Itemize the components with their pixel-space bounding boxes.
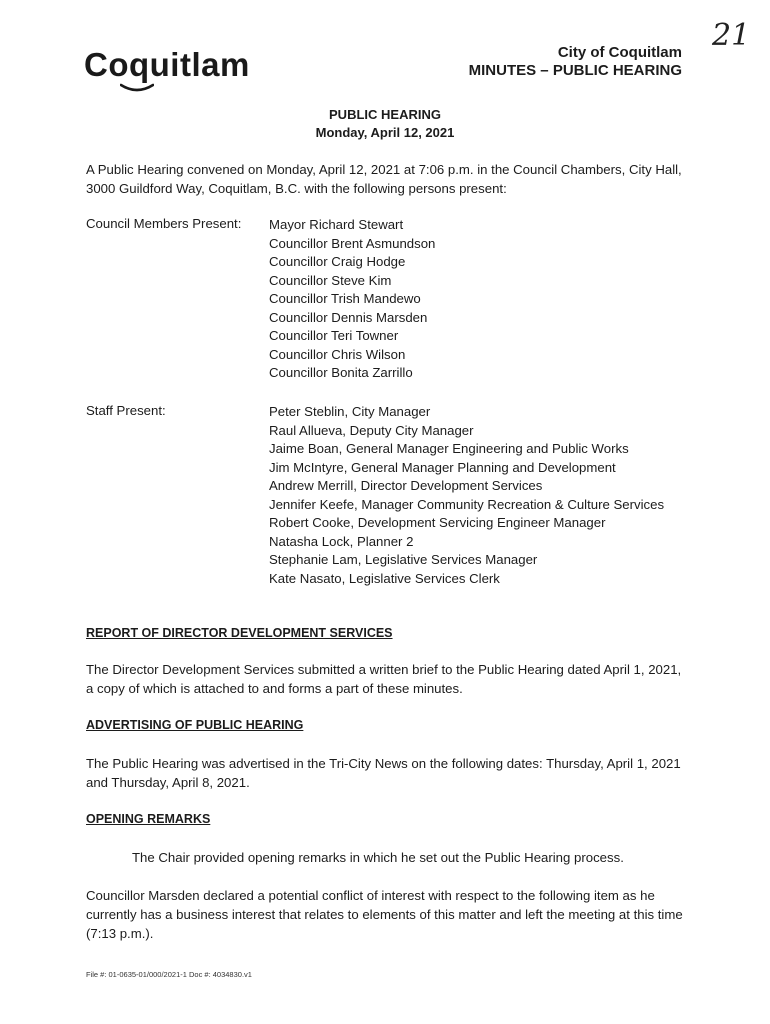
list-item: Councillor Craig Hodge <box>269 254 406 269</box>
list-item: Natasha Lock, Planner 2 <box>269 533 414 549</box>
council-list <box>269 216 435 383</box>
staff-label: Staff Present: <box>86 403 166 418</box>
intro-paragraph: A Public Hearing convened on Monday, April 12, 2021 at 7:06 p.m. in the Council Chambers, City Hall, 3000 Guildford Way, Coquitlam, B.C. with the following persons present: <box>86 162 682 196</box>
document-header <box>469 44 682 80</box>
list-item: Robert Cooke, Development Servicing Engineer Manager <box>269 515 606 530</box>
list-item: Councillor Brent Asmundson <box>269 235 436 251</box>
list-item: Councillor Teri Towner <box>269 328 399 343</box>
list-item: Peter Steblin, City Manager <box>269 404 431 419</box>
list-item: Councillor Trish Mandewo <box>269 291 421 306</box>
file-reference: File #: 01-0635-01/000/2021-1 Doc #: 4034830.v1 <box>86 970 252 979</box>
council-label: Council Members Present: <box>86 216 242 231</box>
list-item: Kate Nasato, Legislative Services Clerk <box>269 570 500 586</box>
advertising-heading: ADVERTISING OF PUBLIC HEARING <box>86 718 304 732</box>
list-item: Jaime Boan, General Manager Engineering and Public Works <box>269 441 629 456</box>
list-item: Mayor Richard Stewart <box>269 217 404 232</box>
opening-heading: OPENING REMARKS <box>86 812 211 826</box>
list-item: Raul Allueva, Deputy City Manager <box>269 422 474 438</box>
list-item: Jim McIntyre, General Manager Planning and Development <box>269 459 616 475</box>
report-heading: REPORT OF DIRECTOR DEVELOPMENT SERVICES <box>86 626 393 640</box>
title-line-2: Monday, April 12, 2021 <box>315 125 455 140</box>
logo-swoosh-icon <box>120 83 154 93</box>
title-line-1: PUBLIC HEARING <box>329 107 441 122</box>
list-item: Andrew Merrill, Director Development Services <box>269 478 543 493</box>
list-item: Jennifer Keefe, Manager Community Recreation & Culture Services <box>269 496 665 512</box>
opening-paragraph: The Chair provided opening remarks in which he set out the Public Hearing process. <box>132 850 624 865</box>
list-item: Councillor Bonita Zarrillo <box>269 365 413 380</box>
list-item: Councillor Chris Wilson <box>269 346 406 362</box>
list-item: Stephanie Lam, Legislative Services Manager <box>269 552 538 567</box>
logo-text: Coquitlam <box>84 46 250 83</box>
advertising-paragraph: The Public Hearing was advertised in the Tri-City News on the following dates: Thursday, April 1, 2021 and Thursday, April 8, 2021. <box>86 756 681 790</box>
conflict-paragraph: Councillor Marsden declared a potential conflict of interest with respect to the following item as he currently has a business interest that relates to elements of this matter and left the meeting at this time (7:13 p.m.). <box>86 888 683 941</box>
page-mark: 21 <box>712 18 751 53</box>
org-name: City of Coquitlam <box>557 44 682 61</box>
report-paragraph: The Director Development Services submitted a written brief to the Public Hearing dated April 1, 2021, a copy of which is attached to and forms a part of these minutes. <box>86 662 682 696</box>
document-type: MINUTES – PUBLIC HEARING <box>468 62 682 79</box>
list-item: Councillor Steve Kim <box>269 272 392 288</box>
page-title <box>0 106 770 142</box>
list-item: Councillor Dennis Marsden <box>269 309 428 325</box>
staff-list <box>269 403 664 588</box>
